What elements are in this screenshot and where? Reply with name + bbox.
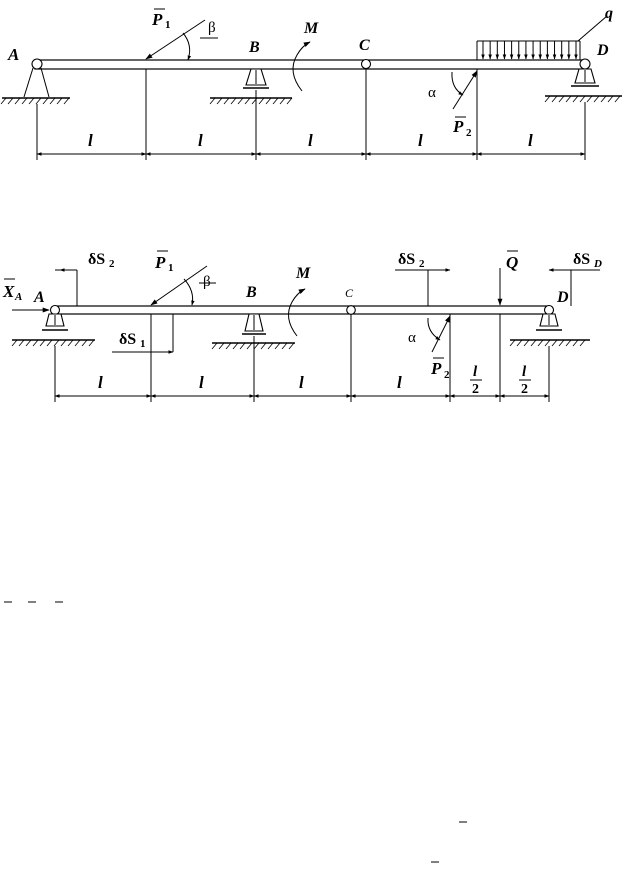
support-b-roller: [210, 69, 292, 104]
label-d2: D: [557, 289, 569, 306]
label-p2: [452, 117, 472, 139]
svg-text:Q: Q: [506, 253, 519, 272]
dim-half-1: [470, 364, 482, 397]
svg-text:l: l: [98, 373, 103, 392]
label-a2: A: [34, 289, 45, 306]
svg-text:δS: δS: [398, 251, 416, 268]
svg-text:l: l: [397, 373, 402, 392]
svg-text:1: 1: [168, 262, 174, 274]
diagram-2-virtual-displacements: [2, 251, 602, 402]
label-dsd: [573, 251, 602, 270]
svg-text:2: 2: [521, 382, 528, 397]
svg-text:P: P: [431, 359, 442, 378]
label-c2: C: [345, 286, 354, 300]
label-beta: β: [208, 20, 216, 36]
label-xa: [2, 279, 22, 303]
label-alpha2: α: [408, 330, 416, 346]
svg-text:l: l: [522, 364, 527, 380]
label-p2-2: [430, 358, 450, 381]
dim-half-2: [519, 364, 531, 397]
hinge-c2: [347, 306, 356, 315]
label-b2: B: [246, 284, 257, 301]
svg-text:l: l: [299, 373, 304, 392]
label-q: q: [605, 5, 613, 22]
svg-text:1: 1: [165, 19, 171, 31]
svg-text:1: 1: [140, 338, 146, 350]
beam-1: [35, 60, 585, 69]
force-p2-2: [428, 316, 450, 352]
beam-2: [55, 306, 549, 314]
label-p1: [151, 9, 171, 31]
label-m: M: [304, 20, 319, 37]
label-b: B: [249, 39, 260, 56]
svg-text:2: 2: [419, 258, 425, 270]
overbar-marks: [4, 602, 467, 862]
svg-text:A: A: [15, 291, 23, 303]
svg-text:l: l: [473, 364, 478, 380]
svg-text:δS: δS: [573, 251, 591, 268]
label-ds2-left: [88, 251, 115, 270]
label-p1-2: [154, 251, 174, 274]
svg-text:l: l: [198, 131, 203, 150]
svg-text:P: P: [152, 10, 163, 29]
svg-text:2: 2: [109, 258, 115, 270]
svg-text:2: 2: [466, 127, 472, 139]
svg-text:P: P: [453, 117, 464, 136]
svg-text:D: D: [594, 258, 602, 270]
label-d: D: [597, 42, 609, 59]
svg-text:l: l: [528, 131, 533, 150]
label-a: A: [8, 45, 20, 64]
svg-text:δS: δS: [119, 331, 137, 348]
svg-text:X: X: [3, 282, 15, 301]
svg-text:2: 2: [444, 369, 450, 381]
label-alpha: α: [428, 85, 436, 101]
label-m2: M: [296, 265, 311, 282]
svg-text:l: l: [199, 373, 204, 392]
diagram-1-beam-system: [1, 5, 622, 160]
hinge-c: [362, 60, 371, 69]
label-beta2: β: [203, 274, 211, 290]
label-ds1: [119, 331, 146, 350]
svg-text:P: P: [155, 253, 166, 272]
svg-text:l: l: [418, 131, 423, 150]
svg-text:l: l: [308, 131, 313, 150]
force-p2: [452, 71, 477, 109]
svg-text:l: l: [88, 131, 93, 150]
svg-text:δS: δS: [88, 251, 106, 268]
label-q2: [506, 251, 518, 272]
dim-labels-2: [98, 373, 402, 392]
distributed-load-q: [477, 16, 607, 60]
label-ds2-right: [398, 251, 425, 270]
svg-text:2: 2: [472, 382, 479, 397]
label-c: C: [359, 37, 370, 54]
